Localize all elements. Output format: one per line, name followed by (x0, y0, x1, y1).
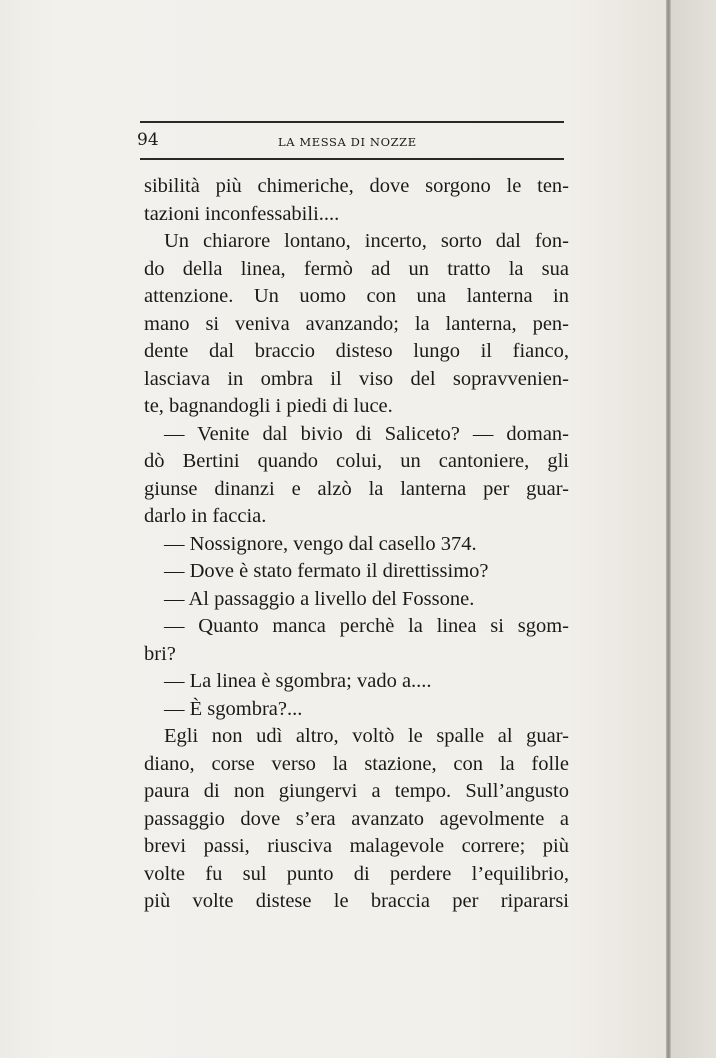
text-line: do della linea, fermò ad un tratto la sua (144, 257, 569, 280)
text-line: Egli non udì altro, voltò le spalle al guar- (164, 725, 569, 747)
header-rule-top (140, 121, 564, 123)
text-line: mano si veniva avanzando; la lanterna, pen- (144, 312, 569, 335)
text-line: paura di non giungervi a tempo. Sull’angusto (144, 780, 569, 802)
text-line: — Dove è stato fermato il direttissimo? (164, 560, 489, 582)
text-line: giunse dinanzi e alzò la lanterna per guar- (144, 477, 569, 500)
text-line: sibilità più chimeriche, dove sorgono le ten- (144, 175, 569, 197)
text-line: passaggio dove s’era avanzato agevolmente a (144, 807, 569, 830)
text-line: più volte distese le braccia per ripararsi (144, 890, 569, 912)
text-line: — Venite dal bivio di Saliceto? — doman- (164, 422, 569, 445)
running-title: LA MESSA DI NOZZE (278, 135, 417, 149)
text-line: tazioni inconfessabili.... (144, 202, 340, 225)
page-number: 94 (137, 130, 159, 150)
text-line: — È sgombra?... (164, 697, 303, 720)
text-line: lasciava in ombra il viso del sopravvenien- (144, 367, 569, 390)
text-line: bri? (144, 642, 176, 665)
text-line: — Nossignore, vengo dal casello 374. (164, 532, 477, 555)
text-line: volte fu sul punto di perdere l’equilibrio, (144, 862, 569, 885)
text-line: darlo in faccia. (144, 505, 267, 527)
header-rule-bottom (140, 158, 564, 160)
text-line: attenzione. Un uomo con una lanterna in (144, 285, 569, 307)
body-text (144, 173, 569, 916)
text-line: brevi passi, riusciva malagevole correre; più (144, 835, 569, 857)
text-line: — La linea è sgombra; vado a.... (164, 670, 432, 692)
text-line: te, bagnandogli i piedi di luce. (144, 395, 393, 417)
text-line: Un chiarore lontano, incerto, sorto dal fon- (164, 230, 569, 252)
text-line: diano, corse verso la stazione, con la folle (144, 752, 569, 775)
text-line: — Quanto manca perchè la linea si sgom- (164, 615, 569, 637)
text-line: — Al passaggio a livello del Fossone. (164, 587, 475, 610)
text-line: dò Bertini quando colui, un cantoniere, gli (144, 450, 569, 472)
text-line: dente dal braccio disteso lungo il fianco, (144, 340, 569, 362)
facing-page-edge (671, 0, 716, 1058)
